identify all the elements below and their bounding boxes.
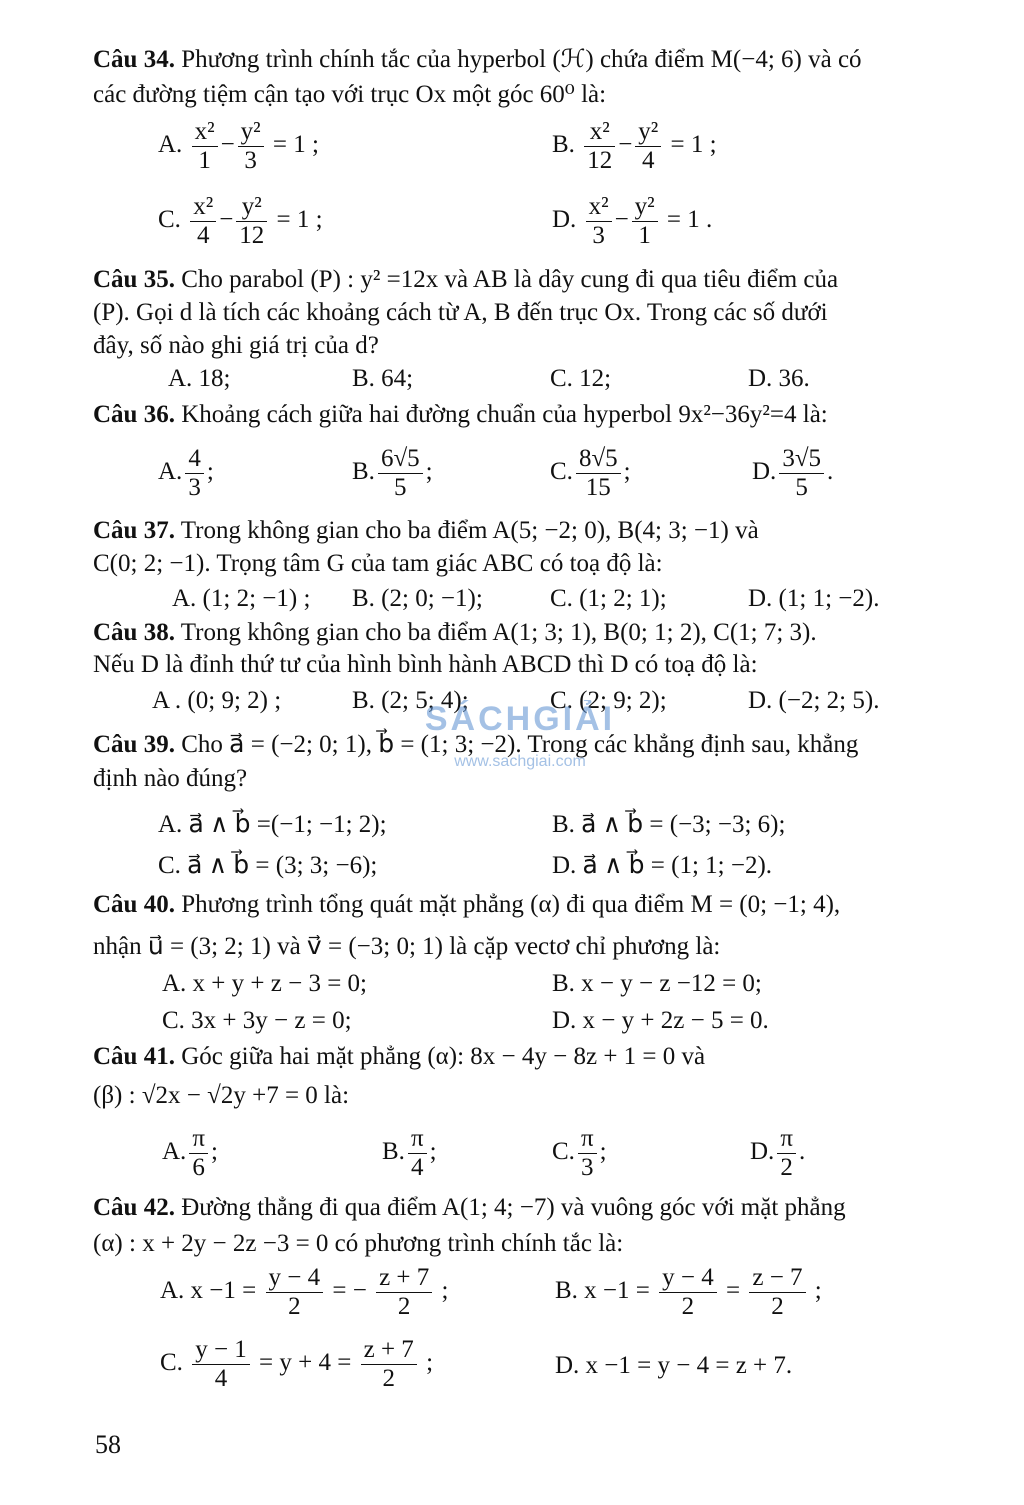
option-label: A. xyxy=(158,131,183,159)
fraction xyxy=(779,445,824,502)
denominator: 5 xyxy=(795,474,808,501)
q34-option-b: B. $\frac{\text{x²}}{12}$ − $\frac{\text{y²}}{4}$ = 1 ; xyxy=(552,118,717,174)
q35-option-d: D. 36. xyxy=(748,365,810,392)
equation-tail: ; xyxy=(599,1138,607,1166)
fraction xyxy=(192,1336,250,1393)
option-label: D. xyxy=(752,458,777,486)
q37-text1: Trong không gian cho ba điểm A(5; −2; 0), B(4; 3; −1) và xyxy=(174,517,759,544)
q35-option-b: B. 64; xyxy=(352,365,414,392)
q41-option-c xyxy=(552,1125,607,1182)
option-label: A. xyxy=(158,458,183,486)
denominator: 12 xyxy=(239,222,265,249)
q41-text1: Góc giữa hai mặt phẳng (α): 8x − 4y − 8z + 1 = 0 và xyxy=(174,1043,706,1070)
denominator: 6 xyxy=(192,1154,205,1181)
numerator: y² xyxy=(236,193,267,222)
numerator: π xyxy=(777,1125,796,1154)
denominator: 2 xyxy=(681,1293,695,1320)
numerator: y − 4 xyxy=(659,1264,717,1293)
denominator: 2 xyxy=(771,1293,784,1320)
q39-option-a: A. a⃗ ∧ b⃗ =(−1; −1; 2); xyxy=(158,811,387,838)
numerator: 4 xyxy=(185,445,204,474)
numerator: 3√5 xyxy=(779,445,824,474)
numerator: π xyxy=(189,1125,208,1154)
option-label: C. xyxy=(158,206,181,234)
q39-option-c: C. a⃗ ∧ b⃗ = (3; 3; −6); xyxy=(158,852,378,879)
denominator: 12 xyxy=(587,147,613,174)
q34-line1 xyxy=(93,45,862,75)
fraction xyxy=(190,193,216,250)
q35-line1 xyxy=(93,265,838,295)
q37-line2: C(0; 2; −1). Trọng tâm G của tam giác ABC có toạ độ là: xyxy=(93,550,663,577)
q38-line1 xyxy=(93,618,817,648)
q36-option-d xyxy=(752,445,833,502)
watermark-url: www.sachgiai.com xyxy=(454,753,586,770)
equation-tail: = 1 . xyxy=(666,206,713,234)
q42-line1 xyxy=(93,1193,846,1223)
option-label: C. xyxy=(552,1138,575,1166)
q36-line1 xyxy=(93,400,828,430)
q41-line1 xyxy=(93,1042,705,1072)
denominator: 4 xyxy=(196,222,210,249)
denominator: 4 xyxy=(214,1365,228,1392)
numerator: π xyxy=(578,1125,597,1154)
q41-head: Câu 41. xyxy=(93,1043,175,1070)
fraction xyxy=(635,118,661,175)
equation-tail: ; xyxy=(623,458,631,486)
option-label: D. xyxy=(552,206,577,234)
q41-option-b xyxy=(382,1125,437,1182)
equation-tail: ; xyxy=(206,458,214,486)
q35-line3: đây, số nào ghi giá trị của d? xyxy=(93,332,379,359)
numerator: y² xyxy=(632,193,658,222)
q37-option-d: D. (1; 1; −2). xyxy=(748,585,880,612)
fraction xyxy=(238,118,264,175)
equation-tail: ; xyxy=(426,1349,434,1377)
fraction xyxy=(632,193,658,250)
numerator: π xyxy=(408,1125,427,1154)
fraction xyxy=(378,445,423,502)
equation-middle: = y + 4 = xyxy=(259,1349,352,1377)
q40-option-c: C. 3x + 3y − z = 0; xyxy=(162,1007,352,1034)
q36-text1: Khoảng cách giữa hai đường chuẩn của hyperbol 9x²−36y²=4 là: xyxy=(174,401,828,428)
denominator: 2 xyxy=(397,1293,411,1320)
q38-option-b: B. (2; 5; 4); xyxy=(352,687,469,714)
equation-middle: = xyxy=(725,1277,741,1305)
denominator: 3 xyxy=(244,147,257,174)
q36-option-b xyxy=(352,445,433,502)
denominator: 15 xyxy=(585,474,611,501)
numerator: y − 1 xyxy=(192,1336,250,1365)
fraction xyxy=(266,1264,324,1321)
numerator: y − 4 xyxy=(266,1264,324,1293)
equation-prefix: C. xyxy=(160,1349,183,1377)
fraction xyxy=(185,445,204,502)
equation-prefix: A. x −1 = xyxy=(160,1277,257,1305)
q38-option-a: A . (0; 9; 2) ; xyxy=(152,687,282,714)
fraction xyxy=(192,118,218,175)
q35-text1: Cho parabol (P) : y² =12x và AB là dây cung đi qua tiêu điểm của xyxy=(174,266,839,293)
fraction xyxy=(586,193,612,250)
equation-middle: = − xyxy=(332,1277,367,1305)
q41-line2: (β) : √2x − √2y +7 = 0 là: xyxy=(93,1082,350,1109)
q35-option-c: C. 12; xyxy=(550,365,612,392)
q39-line2: định nào đúng? xyxy=(93,765,248,792)
denominator: 3 xyxy=(581,1154,594,1181)
q42-option-d: D. x −1 = y − 4 = z + 7. xyxy=(555,1352,793,1379)
fraction xyxy=(376,1264,432,1321)
fraction xyxy=(578,1125,597,1182)
fraction xyxy=(576,445,621,502)
q39-line1 xyxy=(93,730,858,760)
q37-option-b: B. (2; 0; −1); xyxy=(352,585,483,612)
fraction xyxy=(749,1264,805,1321)
numerator: 8√5 xyxy=(576,445,621,474)
equation-tail: = 1 ; xyxy=(670,131,717,159)
q40-option-a: A. x + y + z − 3 = 0; xyxy=(162,970,367,997)
denominator: 4 xyxy=(642,147,655,174)
numerator: z + 7 xyxy=(361,1336,417,1365)
denominator: 3 xyxy=(592,222,605,249)
q36-option-a xyxy=(158,445,214,502)
denominator: 1 xyxy=(198,147,211,174)
q36-head: Câu 36. xyxy=(93,401,175,428)
equation-tail: ; xyxy=(814,1277,822,1305)
q41-option-a xyxy=(162,1125,218,1182)
q34-head: Câu 34. xyxy=(93,46,175,73)
q34-option-a: A. $\frac{\text{x²}}{1}$ − $\frac{\text{y²}}{3}$ = 1 ; xyxy=(158,118,319,174)
q35-head: Câu 35. xyxy=(93,266,175,293)
equation-prefix: B. x −1 = xyxy=(555,1277,650,1305)
q39-option-d: D. a⃗ ∧ b⃗ = (1; 1; −2). xyxy=(552,852,773,879)
q40-text1: Phương trình tổng quát mặt phẳng (α) đi qua điểm M = (0; −1; 4), xyxy=(174,891,841,918)
q38-text1: Trong không gian cho ba điểm A(1; 3; 1), B(0; 1; 2), C(1; 7; 3). xyxy=(174,619,817,646)
numerator: y² xyxy=(238,118,264,147)
option-label: A. xyxy=(162,1138,187,1166)
q36-option-c xyxy=(550,445,631,502)
fraction xyxy=(659,1264,717,1321)
option-label: D. xyxy=(750,1138,775,1166)
numerator: x² xyxy=(584,118,615,147)
denominator: 5 xyxy=(394,474,407,501)
q39-head: Câu 39. xyxy=(93,731,175,758)
page-number: 58 xyxy=(95,1430,121,1459)
equation-tail: ; xyxy=(425,458,433,486)
numerator: y² xyxy=(635,118,661,147)
denominator: 2 xyxy=(288,1293,301,1320)
q42-option-c xyxy=(160,1336,433,1393)
q41-option-d xyxy=(750,1125,805,1182)
q40-option-d: D. x − y + 2z − 5 = 0. xyxy=(552,1007,769,1034)
denominator: 4 xyxy=(411,1154,424,1181)
q40-head: Câu 40. xyxy=(93,891,175,918)
q42-option-b xyxy=(555,1264,822,1321)
q40-option-b: B. x − y − z −12 = 0; xyxy=(552,970,762,997)
q34-text1: Phương trình chính tắc của hyperbol (ℋ) chứa điểm M(−4; 6) và có xyxy=(174,46,862,73)
numerator: x² xyxy=(192,118,218,147)
option-label: B. xyxy=(382,1138,405,1166)
q42-line2: (α) : x + 2y − 2z −3 = 0 có phương trình chính tắc là: xyxy=(93,1230,624,1257)
fraction xyxy=(777,1125,796,1182)
q38-option-d: D. (−2; 2; 5). xyxy=(748,687,880,714)
numerator: 6√5 xyxy=(378,445,423,474)
equation-tail: . xyxy=(798,1138,806,1166)
numerator: z − 7 xyxy=(749,1264,805,1293)
q42-option-a xyxy=(160,1264,448,1321)
q38-option-c: C. (2; 9; 2); xyxy=(550,687,667,714)
denominator: 1 xyxy=(638,222,651,249)
equation-tail: ; xyxy=(429,1138,437,1166)
q42-head: Câu 42. xyxy=(93,1194,175,1221)
q34-option-c: C. $\frac{\text{x²}}{4}$ − $\frac{\text{y²}}{12}$ = 1 ; xyxy=(158,193,323,249)
q39-option-b: B. a⃗ ∧ b⃗ = (−3; −3; 6); xyxy=(552,811,786,838)
option-label: C. xyxy=(550,458,573,486)
equation-tail: = 1 ; xyxy=(276,206,323,234)
option-label: B. xyxy=(552,131,575,159)
equation-tail: ; xyxy=(441,1277,449,1305)
numerator: x² xyxy=(190,193,216,222)
q37-head: Câu 37. xyxy=(93,517,175,544)
option-label: B. xyxy=(352,458,375,486)
q37-option-c: C. (1; 2; 1); xyxy=(550,585,667,612)
fraction xyxy=(361,1336,417,1393)
q35-line2: (P). Gọi d là tích các khoảng cách từ A, B đến trục Ox. Trong các số dưới xyxy=(93,299,828,326)
q40-line1 xyxy=(93,890,840,920)
denominator: 2 xyxy=(780,1154,793,1181)
watermark-brand: SÁCHGIẢI xyxy=(424,700,616,738)
fraction xyxy=(408,1125,427,1182)
q35-option-a: A. 18; xyxy=(168,365,231,392)
fraction xyxy=(189,1125,208,1182)
q39-text1: Cho a⃗ = (−2; 0; 1), b⃗ = (1; 3; −2). Trong các khẳng định sau, khẳng xyxy=(174,731,859,758)
q34-line2: các đường tiệm cận tạo với trục Ox một góc 60⁰ là: xyxy=(93,81,607,108)
q40-line2: nhận u⃗ = (3; 2; 1) và v⃗ = (−3; 0; 1) là cặp vectơ chỉ phương là: xyxy=(93,933,721,960)
denominator: 3 xyxy=(188,474,201,501)
equation-tail: ; xyxy=(210,1138,218,1166)
denominator: 2 xyxy=(382,1365,395,1392)
equation-tail: = 1 ; xyxy=(272,131,319,159)
equation-tail: . xyxy=(827,458,834,486)
numerator: z + 7 xyxy=(376,1264,432,1293)
q37-line1 xyxy=(93,516,759,546)
q38-line2: Nếu D là đỉnh thứ tư của hình bình hành ABCD thì D có toạ độ là: xyxy=(93,651,758,678)
q42-text1: Đường thẳng đi qua điểm A(1; 4; −7) và vuông góc với mặt phẳng xyxy=(174,1194,846,1221)
fraction xyxy=(584,118,615,175)
q37-option-a: A. (1; 2; −1) ; xyxy=(172,585,311,612)
numerator: x² xyxy=(586,193,612,222)
fraction xyxy=(236,193,267,250)
q34-option-d: D. $\frac{\text{x²}}{3}$ − $\frac{\text{y²}}{1}$ = 1 . xyxy=(552,193,713,249)
q38-head: Câu 38. xyxy=(93,619,175,646)
